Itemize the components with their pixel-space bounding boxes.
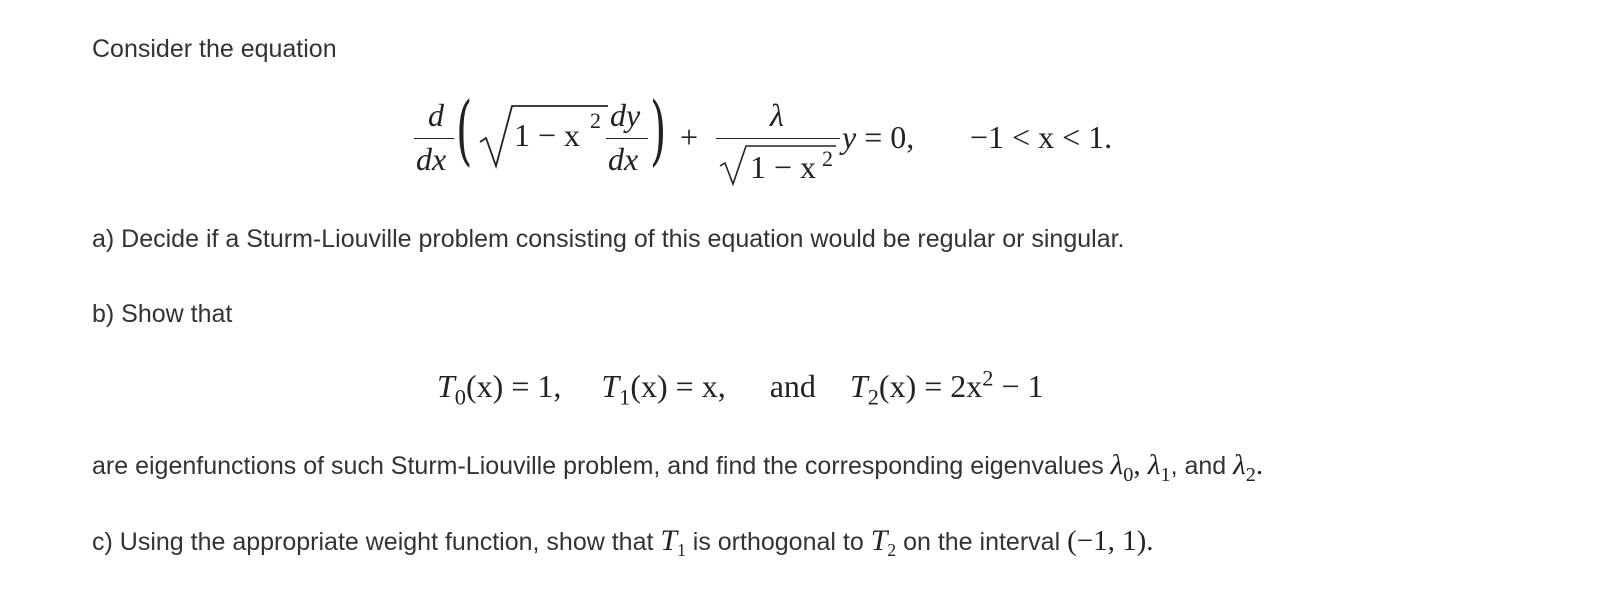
chebyshev-polynomials: [437, 365, 1044, 410]
t2-sup: 2: [982, 365, 994, 391]
part-a-text: a) Decide if a Sturm-Liouville problem consisting of this equation would be regular or singular.: [92, 225, 1125, 253]
eq1-fraction-bar-3: [716, 138, 840, 139]
part-c-t2-sub: 2: [887, 540, 897, 560]
eq1-right-paren: ): [650, 85, 667, 174]
eigenvalues-list: [1110, 449, 1171, 486]
eq1-fraction-bar-1: [414, 138, 454, 139]
part-c-middle: is orthogonal to: [692, 528, 864, 556]
eigen-line: [92, 449, 1264, 486]
t2-tail: − 1: [993, 368, 1044, 404]
eq1-interval: −1 < x < 1.: [970, 119, 1113, 155]
lambda2-group: [1233, 449, 1264, 486]
differential-equation: [410, 85, 1170, 204]
t2-sub: 2: [867, 384, 879, 410]
lambda0: λ: [1110, 449, 1124, 481]
eigen-text: are eigenfunctions of such Sturm-Liouville problem, and find the corresponding eigenvalues: [92, 452, 1104, 480]
and-text: , and: [1170, 452, 1234, 480]
eq1-sqrt-exp: 2: [590, 108, 601, 133]
t1-rest: (x) = x,: [630, 368, 726, 404]
eq1-den-arg: 1 − x: [750, 149, 817, 185]
t1-name: T: [601, 368, 620, 404]
eq1-sqrt-arg: 1 − x: [514, 117, 581, 153]
eq1-fraction-bar-2: [606, 138, 648, 139]
t2-rest: (x) = 2x: [878, 368, 983, 404]
part-c-t1: T: [660, 524, 678, 557]
lambda2: λ: [1233, 449, 1246, 481]
t0-rest: (x) = 1,: [466, 368, 562, 404]
part-c-after: on the interval: [903, 528, 1061, 556]
part-b-text: b) Show that: [92, 300, 233, 328]
intro-text: Consider the equation: [92, 35, 337, 63]
comma: ,: [1133, 449, 1148, 481]
eq1-lambda: λ: [770, 97, 784, 133]
part-c-t1-sub: 1: [677, 540, 686, 560]
and-word: and: [769, 368, 816, 404]
eq1-dx2: dx: [608, 141, 639, 177]
eq1-rhs: y = 0,: [842, 119, 915, 155]
t0-sub: 0: [454, 384, 466, 410]
t0-name: T: [437, 368, 455, 404]
eq1-dy: dy: [610, 97, 641, 133]
lambda1: λ: [1147, 449, 1161, 481]
eq1-plus: +: [680, 119, 699, 155]
eq1-left-paren: (: [456, 85, 473, 174]
lambda0-sub: 0: [1123, 463, 1134, 486]
lambda2-sub: 2: [1245, 463, 1256, 486]
part-c-text: [92, 524, 1154, 560]
t2-name: T: [849, 368, 868, 404]
lambda1-sub: 1: [1160, 463, 1171, 486]
part-c-t2: T: [870, 524, 888, 557]
part-c-interval: (−1, 1).: [1067, 525, 1154, 557]
t1-sub: 1: [619, 384, 631, 410]
eq1-d: d: [428, 97, 444, 133]
eq1-den-exp: 2: [822, 146, 833, 171]
eq1-dx: dx: [416, 141, 447, 177]
part-c-before: c) Using the appropriate weight function, show that: [92, 528, 654, 556]
period: .: [1255, 449, 1264, 481]
